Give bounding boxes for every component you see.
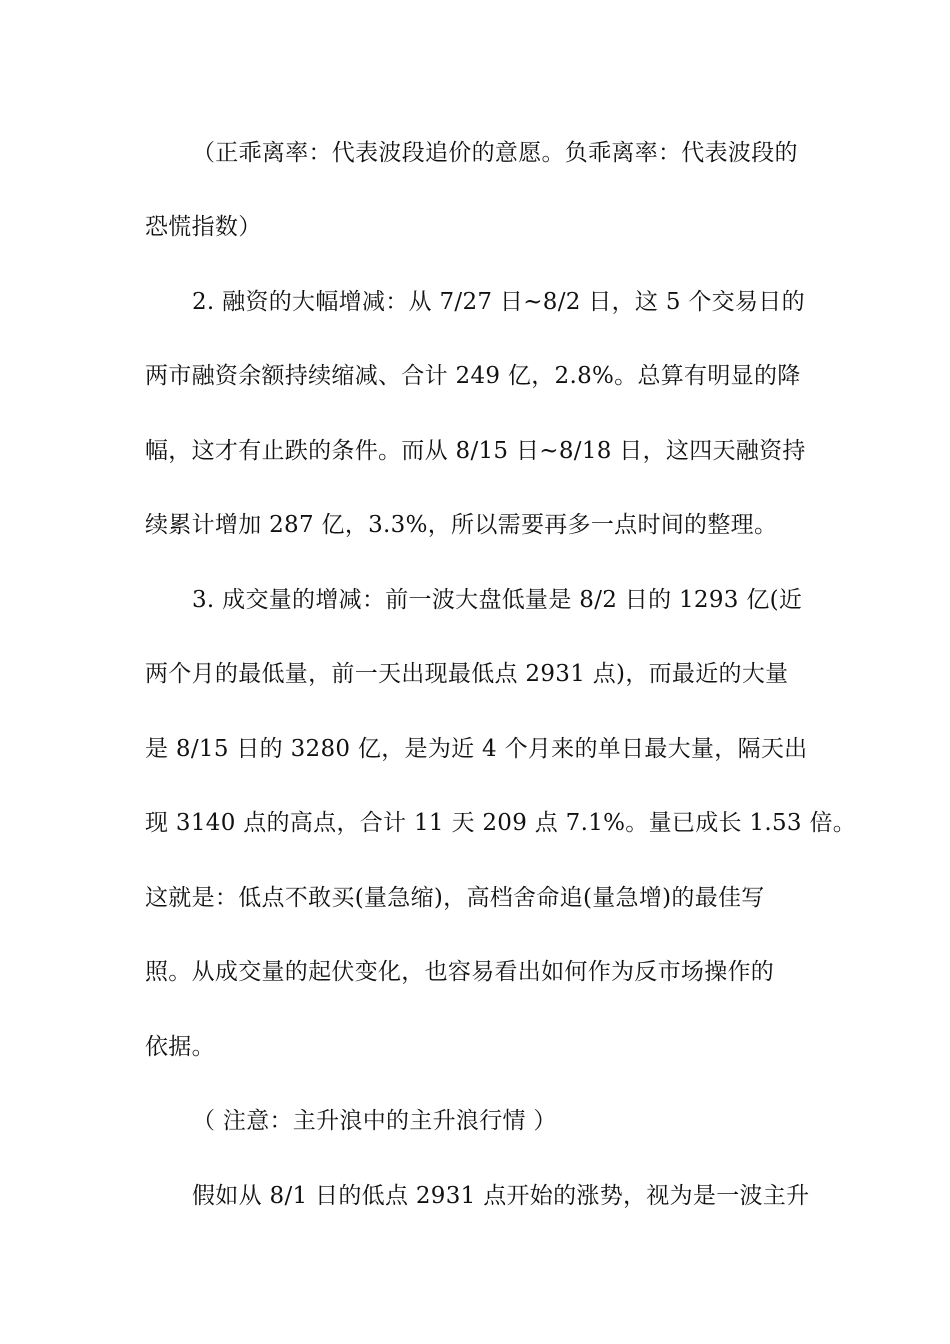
paragraph-line: 假如从 8/1 日的低点 2931 点开始的涨势，视为是一波主升 xyxy=(192,1183,810,1209)
paragraph-line: 幅，这才有止跌的条件。而从 8/15 日~8/18 日，这四天融资持 xyxy=(145,438,806,464)
paragraph-line: 两个月的最低量，前一天出现最低点 2931 点)，而最近的大量 xyxy=(145,661,789,687)
paragraph-line: 现 3140 点的高点，合计 11 天 209 点 7.1%。量已成长 1.53 倍。 xyxy=(145,810,857,836)
paragraph-line: 两市融资余额持续缩减、合计 249 亿，2.8%。总算有明显的降 xyxy=(145,363,801,389)
paragraph-line: 续累计增加 287 亿，3.3%，所以需要再多一点时间的整理。 xyxy=(145,512,778,538)
paragraph-line: 这就是：低点不敢买(量急缩)，高档舍命追(量急增)的最佳写 xyxy=(145,885,765,911)
paragraph-line: 3. 成交量的增减：前一波大盘低量是 8/2 日的 1293 亿(近 xyxy=(192,587,803,613)
paragraph-line: 依据。 xyxy=(145,1034,215,1060)
paragraph-line: 恐慌指数） xyxy=(145,214,262,240)
paragraph-line: 照。从成交量的起伏变化，也容易看出如何作为反市场操作的 xyxy=(145,959,775,985)
paragraph-line: 是 8/15 日的 3280 亿，是为近 4 个月来的单日最大量，隔天出 xyxy=(145,736,808,762)
section-note: （ 注意：主升浪中的主升浪行情 ） xyxy=(192,1108,557,1134)
paragraph-line: 2. 融资的大幅增减：从 7/27 日~8/2 日，这 5 个交易日的 xyxy=(192,289,805,315)
paragraph-line: （正乖离率：代表波段追价的意愿。负乖离率：代表波段的 xyxy=(192,140,798,166)
